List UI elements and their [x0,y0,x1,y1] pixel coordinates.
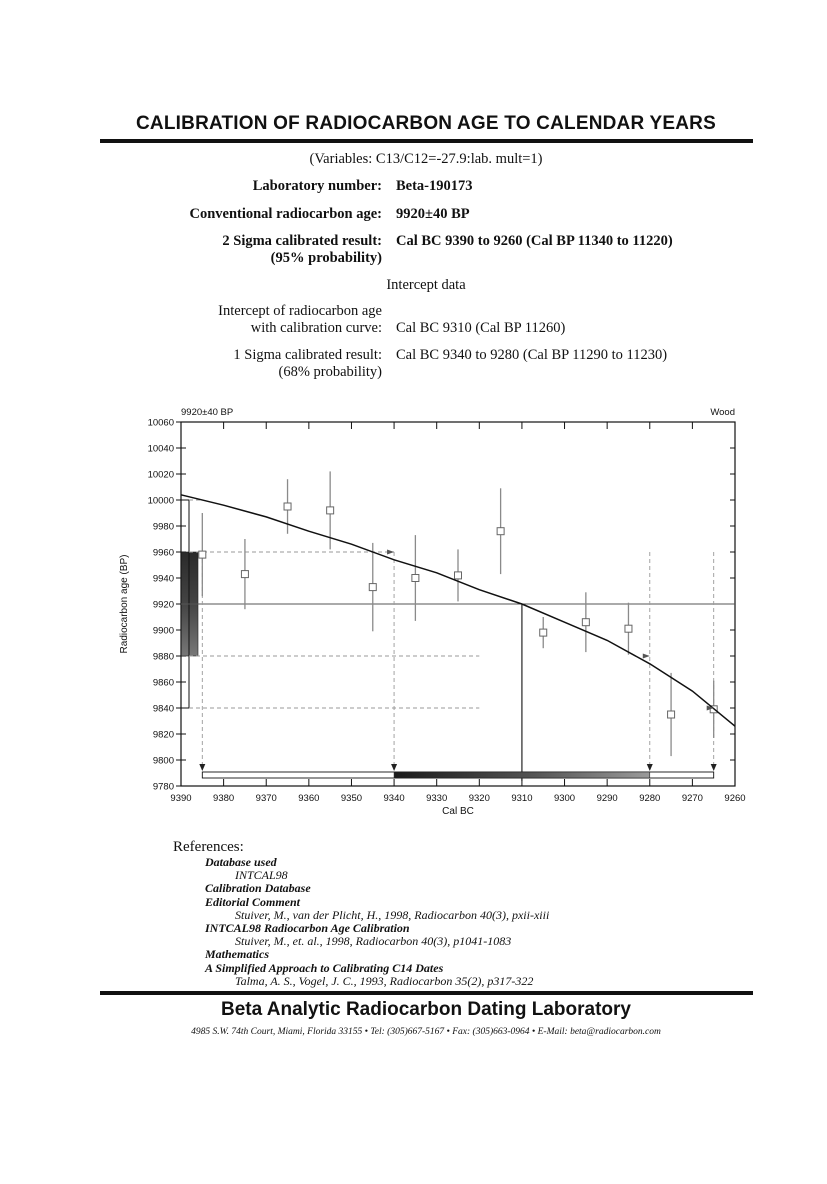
lab-address: 4985 S.W. 74th Court, Miami, Florida 33155 • Tel: (305)667-5167 • Fax: (305)663-0964 • E-Mail: beta@radiocarbon.com [191,1027,661,1037]
corner-right-label: Wood [710,407,735,418]
data-point [199,551,206,558]
reference-title: Database used [205,855,277,869]
conv-age-label: Conventional radiocarbon age: [189,206,382,222]
intercept-label-line2: with calibration curve: [250,320,382,336]
y-tick-label: 10000 [147,495,174,507]
one-sigma-label: 1 Sigma calibrated result: [233,347,382,363]
reference-citation: Stuiver, M., van der Plicht, H., 1998, Radiocarbon 40(3), pxii-xiii [235,907,550,922]
footer-rule [100,991,753,995]
x-tick-label: 9280 [639,793,661,804]
title-rule [100,139,753,143]
one-sigma-probability: (68% probability) [278,364,382,380]
y-tick-label: 9860 [152,677,174,689]
y-tick-label: 9940 [152,573,174,585]
y-tick-label: 9920 [152,599,174,611]
y-tick-label: 9820 [152,729,174,741]
two-sigma-value: Cal BC 9390 to 9260 (Cal BP 11340 to 11220) [396,233,673,249]
y-tick-label: 9800 [152,755,174,767]
data-point [582,619,589,626]
reference-item [173,948,549,961]
references-heading: References: [173,839,244,855]
references-block [173,838,549,988]
variables-line: (Variables: C13/C12=-27.9:lab. mult=1) [309,151,543,167]
y-tick-label: 9880 [152,651,174,663]
x-tick-label: 9330 [426,793,448,804]
x-tick-label: 9300 [553,793,576,804]
x-tick-label: 9340 [383,793,405,804]
reference-item [173,882,549,895]
data-point [668,711,675,718]
curve-marker [643,654,650,659]
reference-item [173,856,549,882]
one-sigma-range-bar [394,772,650,778]
x-tick-label: 9380 [213,793,235,804]
curve-marker [387,550,394,555]
x-axis-label: Cal BC [442,806,474,817]
range-marker [391,764,397,771]
x-tick-label: 9390 [170,793,192,804]
data-point [540,629,547,636]
reference-citation: INTCAL98 [235,868,288,883]
reference-citation: Stuiver, M., et. al., 1998, Radiocarbon 40(3), p1041-1083 [235,934,512,949]
y-axis-label: Radiocarbon age (BP) [119,554,130,654]
x-tick-label: 9360 [298,793,320,804]
x-tick-label: 9370 [255,793,277,804]
x-tick-label: 9270 [681,793,703,804]
lab-number-label: Laboratory number: [252,178,382,194]
range-marker [199,764,205,771]
data-point [497,528,504,535]
x-tick-label: 9290 [596,793,618,804]
intercept-heading: Intercept data [386,277,466,293]
corner-left-label: 9920±40 BP [181,407,234,418]
two-sigma-label: 2 Sigma calibrated result: [222,233,382,249]
reference-title: Calibration Database [205,881,311,896]
x-tick-label: 9260 [724,793,746,804]
calibration-curve [181,495,735,726]
data-point [625,625,632,632]
intercept-value: Cal BC 9310 (Cal BP 11260) [396,320,566,336]
reference-title: Mathematics [205,947,270,962]
lab-number-value: Beta-190173 [396,178,473,194]
data-point [284,503,291,510]
one-sigma-value: Cal BC 9340 to 9280 (Cal BP 11290 to 11230) [396,347,668,363]
range-marker [647,764,653,771]
data-point [369,584,376,591]
reference-title: A Simplified Approach to Calibrating C14 Dates [205,960,444,975]
y-tick-label: 10020 [147,469,174,481]
range-marker [711,764,717,771]
reference-title: INTCAL98 Radiocarbon Age Calibration [205,921,410,936]
y-tick-label: 10060 [147,417,174,429]
reference-item [173,922,549,948]
two-sigma-probability: (95% probability) [270,250,382,266]
y-tick-label: 10040 [147,443,174,455]
data-point [241,571,248,578]
data-point [455,572,462,579]
x-tick-label: 9310 [511,793,533,804]
x-tick-label: 9320 [468,793,490,804]
intercept-label-line1: Intercept of radiocarbon age [218,303,382,319]
lab-name: Beta Analytic Radiocarbon Dating Laboratory [221,999,631,1020]
data-point [412,575,419,582]
y-tick-label: 9960 [152,547,174,559]
y-tick-label: 9840 [152,703,174,715]
y-tick-label: 9980 [152,521,174,533]
reference-citation: Talma, A. S., Vogel, J. C., 1993, Radiocarbon 35(2), p317-322 [235,973,534,988]
y-tick-label: 9900 [152,625,174,637]
conv-age-value: 9920±40 BP [396,206,470,222]
document-title: CALIBRATION OF RADIOCARBON AGE TO CALENDAR YEARS [136,113,716,134]
y-tick-label: 9780 [152,781,174,793]
data-point [327,507,334,514]
reference-item [173,896,549,922]
x-tick-label: 9350 [340,793,363,804]
reference-title: Editorial Comment [205,894,301,909]
calibration-chart [110,402,750,832]
reference-item [173,962,549,988]
